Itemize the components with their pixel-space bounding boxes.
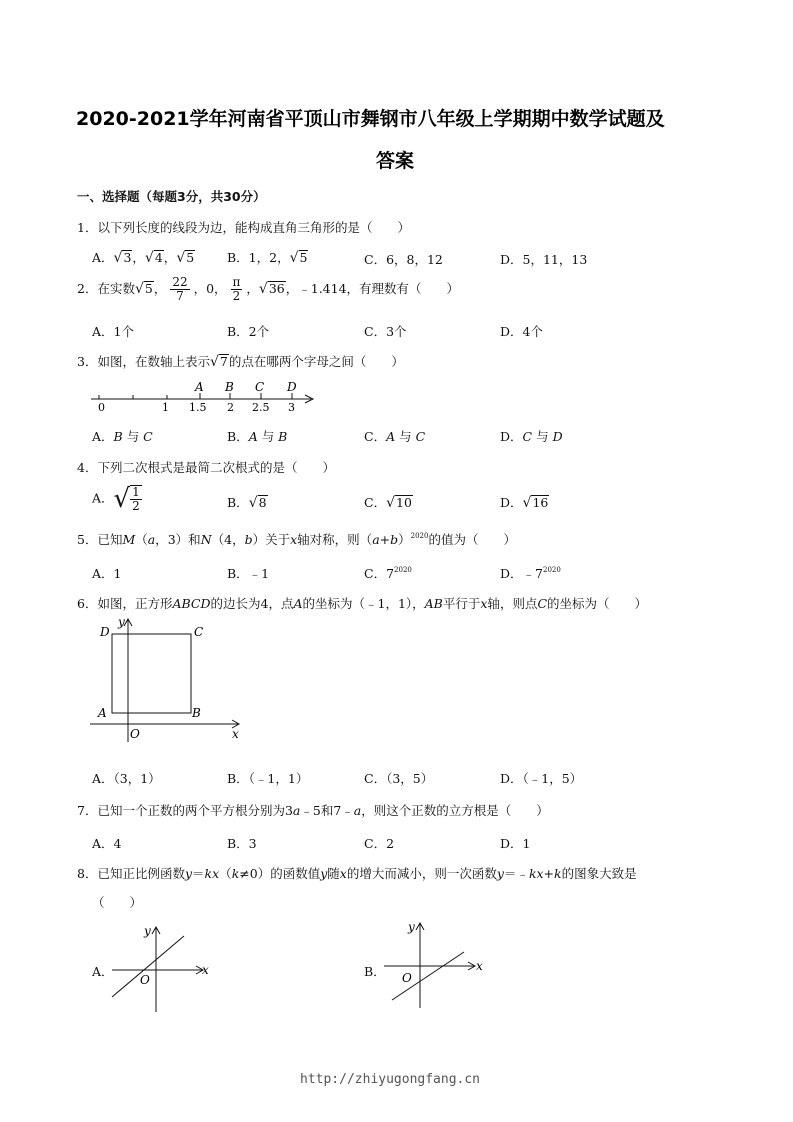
question-8-paren: （ ） [92,895,143,910]
vertex-label-a: A [98,706,107,720]
q1-option-b: B．1，2，√5 [227,250,308,266]
graph-a-origin-label: O [140,973,150,987]
q7-option-d: D．1 [500,836,531,851]
tick-3: 3 [288,401,295,414]
square-coordinate-figure [88,614,253,744]
q4-option-d: D．√16 [500,495,549,511]
q5-option-d: D．$﹣7^{2020}$ [500,566,561,581]
doc-title-line1: 2020-2021学年河南省平顶山市舞钢市八年级上学期期中数学试题及 [76,108,665,130]
q3-option-b: B．A 与 B [227,429,288,444]
tick-1: 1 [162,401,169,414]
tick-0: 0 [98,401,105,414]
question-4-stem: 4．下列二次根式是最简二次根式的是（ ） [77,460,335,475]
question-7-stem: 7．已知一个正数的两个平方根分别为3a﹣5和7﹣a，则这个正数的立方根是（ ） [77,803,549,818]
q4-option-b: B．√8 [227,495,267,511]
point-label-d: D [287,380,297,394]
q4-option-a: A．√ $\frac{1}{2}$ [92,484,140,514]
q2-option-b: B．2个 [227,324,270,339]
q3-option-c: C．A 与 C [364,429,426,444]
x-axis-label: x [232,727,239,741]
q1-option-d: D．5，11，13 [500,252,588,267]
point-label-c: C [255,380,265,394]
y-axis-label: y [118,615,125,629]
point-label-a: A [195,380,204,394]
question-2-stem: 2．在实数√5， $\frac{22}{7}$ ，0， $\frac{\pi}{2}$ ，√36，﹣1.414，有理数有（ ） [77,275,460,303]
q5-option-c: C．$7^{2020}$ [364,566,412,581]
q8-option-b-label: B． [364,964,386,979]
graph-b-y-label: y [408,920,415,934]
vertex-label-c: C [194,625,204,639]
q2-option-a: A．1个 [92,324,134,339]
doc-title-line2: 答案 [376,150,415,172]
vertex-label-b: B [192,706,201,720]
tick-2: 2 [227,401,234,414]
q1-option-c: C．6，8，12 [364,252,443,267]
tick-1.5: 1.5 [189,401,207,414]
question-8-stem: 8．已知正比例函数y＝kx（k≠0）的函数值y随x的增大而减小，则一次函数y＝﹣kx+k的图象大致是 [77,866,637,881]
q5-option-b: B．﹣1 [227,566,270,581]
q7-option-a: A．4 [92,836,122,851]
q8-option-b-graph [378,918,493,1010]
q3-option-a: A．B 与 C [92,429,153,444]
question-6-stem: 6．如图，正方形ABCD的边长为4，点A的坐标为（﹣1，1），AB平行于x轴，则点C的坐标为（ ） [77,596,648,611]
question-5-stem: 5．已知M（a，3）和N（4，b）关于x轴对称，则$(a+b)^{2020}$的值为（ ） [77,532,516,547]
q5-option-a: A．1 [92,566,122,581]
graph-b-origin-label: O [402,971,412,985]
point-label-b: B [225,380,234,394]
q8-option-a-graph [106,922,221,1014]
q1-option-a: A．√3，√4，√5 [92,250,195,266]
fraction-22-7: $\frac{22}{7}$ [172,275,188,303]
section-heading: 一、选择题（每题3分，共30分） [77,189,266,204]
tick-2.5: 2.5 [252,401,270,414]
q6-option-c: C．（3，5） [364,771,434,786]
q6-option-d: D．（﹣1，5） [500,771,583,786]
question-1-stem: 1．以下列长度的线段为边，能构成直角三角形的是（ ） [77,220,410,235]
q7-option-b: B．3 [227,836,257,851]
fraction-pi-2: $\frac{\pi}{2}$ [232,275,241,303]
footer-url[interactable]: http://zhiyugongfang.cn [300,1072,481,1087]
graph-b-x-label: x [476,959,483,973]
vertex-label-d: D [100,625,110,639]
q6-option-a: A．（3，1） [92,771,161,786]
q3-option-d: D．C 与 D [500,429,563,444]
number-line-figure [85,376,325,418]
q2-option-d: D．4个 [500,324,543,339]
q6-option-b: B．（﹣1，1） [227,771,309,786]
graph-a-x-label: x [202,963,209,977]
q8-option-a-label: A． [92,964,114,979]
origin-label: O [130,727,140,741]
q7-option-c: C．2 [364,836,395,851]
question-3-stem: 3．如图，在数轴上表示√7的点在哪两个字母之间（ ） [77,354,404,370]
graph-a-y-label: y [144,924,151,938]
q2-option-c: C．3个 [364,324,407,339]
q4-option-c: C．√10 [364,495,412,511]
